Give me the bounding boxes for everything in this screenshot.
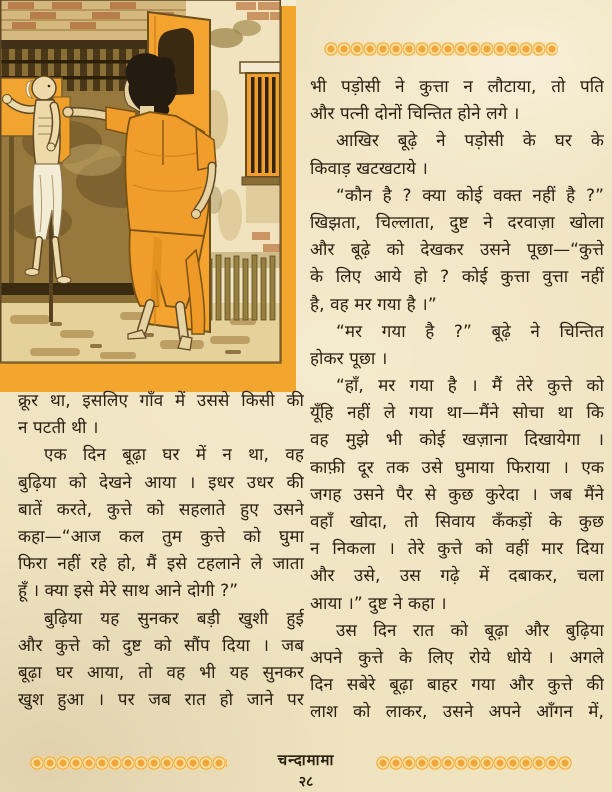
text-line: क्रूर था, इसलिए गाँव में उससे किसी की [18,391,304,411]
text-line: और पत्नी दोनों चिन्तित होने लगे । [310,104,520,125]
text-line: बूढ़ा घर आया, तो वह भी यह सुनकर [18,662,304,683]
text-line: आखिर बूढ़े ने पड़ोसी के घर के [336,131,604,152]
right-text-column [310,40,604,727]
text-line: “मर गया है ?” बूढ़े ने चिन्तित [336,321,604,342]
text-line: जगह उसने पैर से कुछ कुरेदा । जब मैंने [310,484,604,505]
text-line: दिन सबेरे बूढ़ा बाहर गया और कुत्ते की [310,675,604,696]
story-illustration [0,0,296,392]
text-line: उस दिन रात को बूढ़ा और बुढ़िया [336,620,604,641]
text-line: किवाड़ खटखटाये । [310,158,428,179]
page-number: २८ [298,774,314,790]
text-line: और कुत्ते को दुष्ट को सौंप दिया । जब [18,635,304,656]
text-line: न निकला । तेरे कुत्ते को वहीं मार दिया [310,539,604,560]
text-line: एक दिन बूढ़ा घर में न था, वह [44,445,304,466]
text-line: भी पड़ोसी ने कुत्ता न लौटाया, तो पति [310,77,604,97]
text-line: काफ़ी दूर तक उसे घुमाया फिराया । एक [310,457,604,478]
text-line: हूँ । क्या इसे मेरे साथ आने दोगी ?” [18,581,239,602]
text-line: है, वह मर गया है ।” [310,294,437,315]
text-line: “हाँ, मर गया है । मैं तेरे कुत्ते को [336,376,604,397]
text-line: कहा—“आज कल तुम कुत्ते को घुमा [18,526,304,547]
text-line: खुश हुआ । पर जब रात हो जाने पर [18,690,304,711]
text-line: न पटती थी । [18,418,99,439]
text-line: लाश को लाकर, उसने अपने आँगन में, [310,702,604,723]
text-line: अपने कुत्ते के लिए रोये धोये । अगले [310,647,604,668]
magazine-title: चन्दामामा [277,751,335,769]
text-line: यूँहि नहीं ले गया था—मैंने सोचा था कि [310,403,604,424]
text-line: फिरा नहीं रहे हो, मैं इसे टहलाने ले जाता [18,554,304,575]
text-line: और उसे, उस गढ़े में दबाकर, चला [310,566,604,587]
bead-chain-ornament-top [324,42,558,56]
text-line: वहाँ खोदा, तो सिवाय कँकड़ों के कुछ [310,512,604,532]
text-line: आया ।” दुष्ट ने कहा । [310,593,447,614]
text-line: और बूढ़े को देखकर उसने पूछा—“कुत्ते [310,240,604,261]
text-line: “कौन है ? क्या कोई वक्त नहीं है ?” [336,185,604,206]
text-line: बुढ़िया यह सुनकर बड़ी खुशी हुई [44,608,304,629]
text-line: बुढ़िया को देखने आया । इधर उधर की [18,472,304,493]
text-line: बातें करते, कुत्ते को सहलाते हुए उसने [18,499,304,520]
story-illustration-svg [0,0,296,392]
text-line: वह मुझे भी कोई खज़ाना दिखायेगा । [310,430,604,451]
text-line: के लिए आये हो ? कोई कुत्ता वुत्ता नहीं [310,267,604,288]
barred-window [240,62,284,223]
left-text-column [18,388,304,714]
text-line: खिझता, चिल्लाता, दुष्ट ने दरवाज़ा खोला [310,212,604,233]
text-line: होकर पूछा । [310,348,388,369]
